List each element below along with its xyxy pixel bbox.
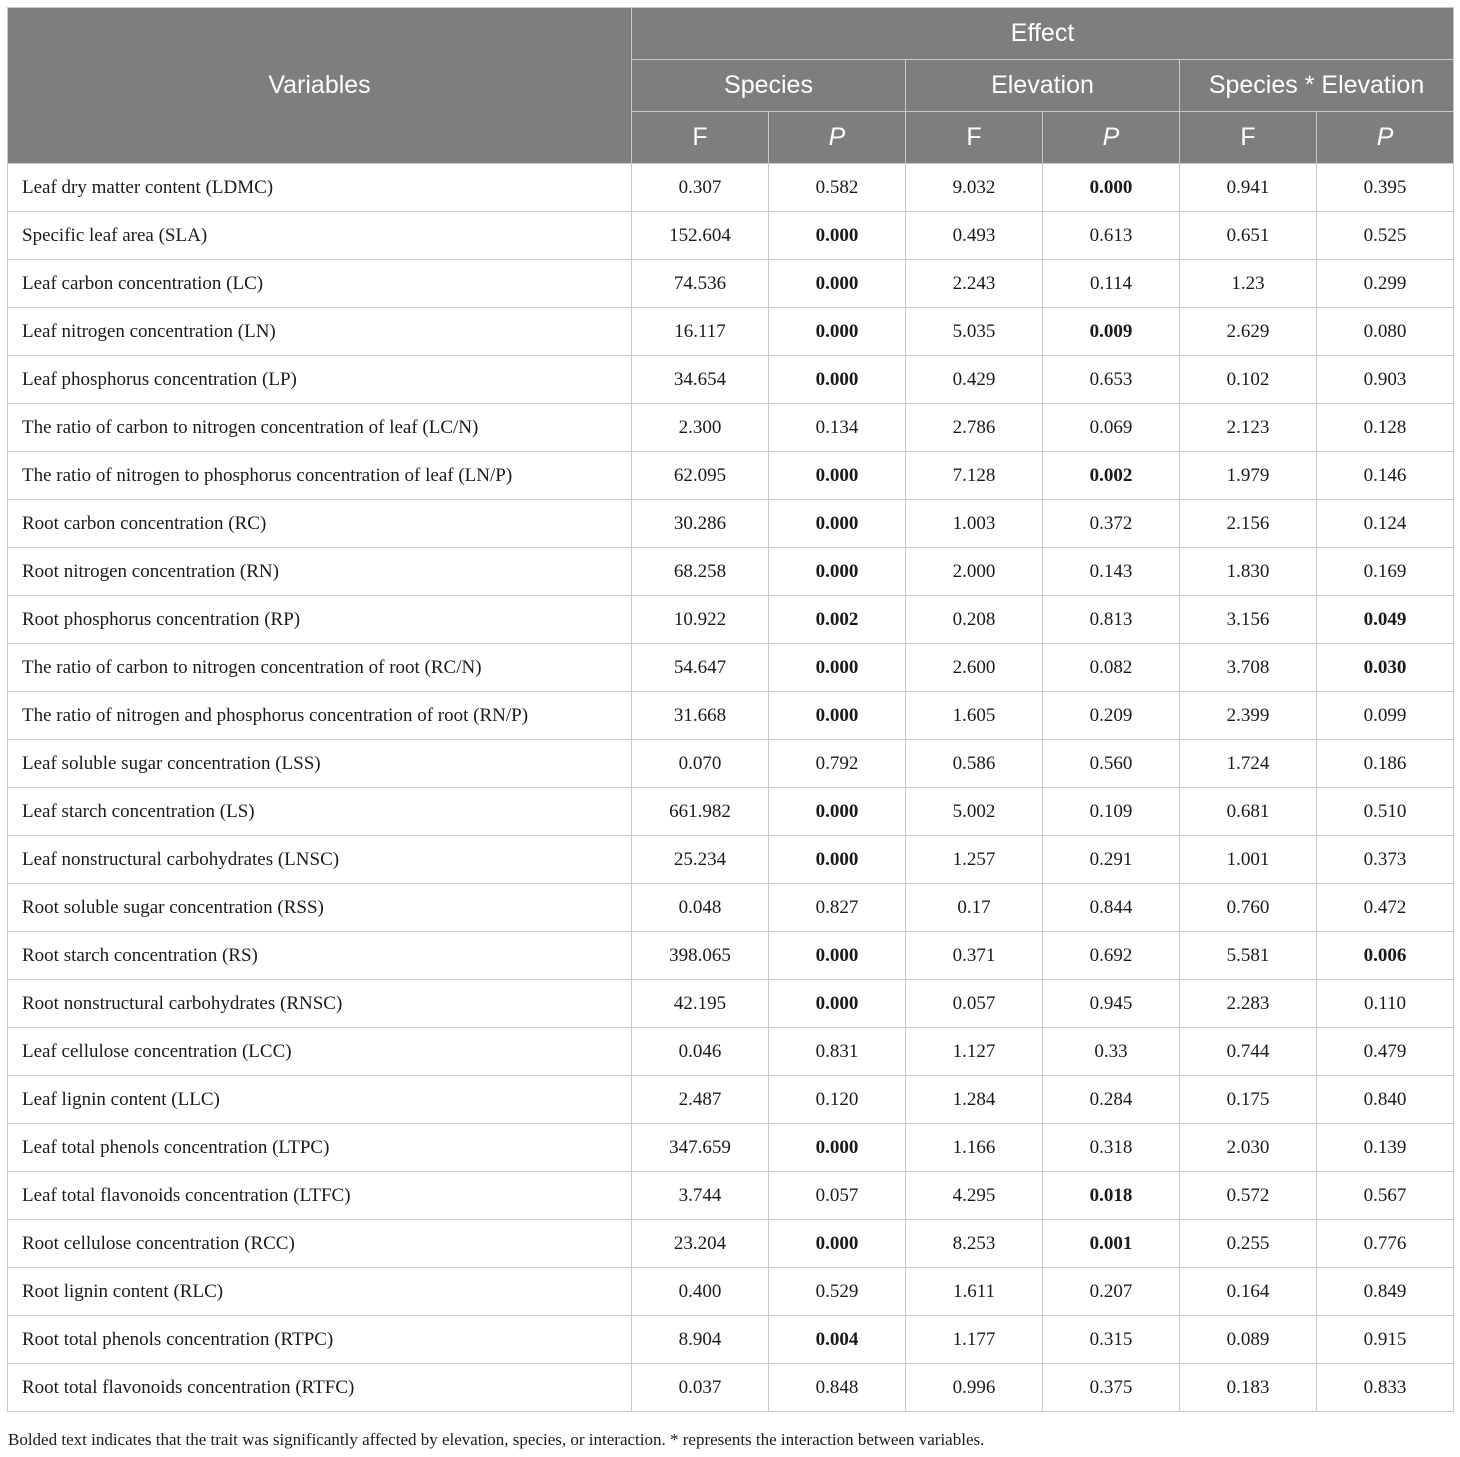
elevation-header: Elevation xyxy=(906,60,1180,112)
species-p-cell: 0.000 xyxy=(769,932,906,980)
species-f-cell: 2.487 xyxy=(632,1076,769,1124)
table-row xyxy=(8,1268,1454,1316)
variable-name-cell: The ratio of carbon to nitrogen concentration of root (RC/N) xyxy=(8,644,632,692)
species-f-cell: 398.065 xyxy=(632,932,769,980)
elevation-f-cell: 0.371 xyxy=(906,932,1043,980)
variable-name-cell: Root phosphorus concentration (RP) xyxy=(8,596,632,644)
interaction-p-cell: 0.472 xyxy=(1317,884,1454,932)
interaction-f-cell: 0.572 xyxy=(1180,1172,1317,1220)
species-p-cell: 0.000 xyxy=(769,1124,906,1172)
elevation-f-cell: 1.166 xyxy=(906,1124,1043,1172)
interaction-p-cell: 0.049 xyxy=(1317,596,1454,644)
interaction-p-cell: 0.146 xyxy=(1317,452,1454,500)
species-p-cell: 0.134 xyxy=(769,404,906,452)
variable-name-cell: Root total flavonoids concentration (RTFC) xyxy=(8,1364,632,1412)
interaction-p-cell: 0.169 xyxy=(1317,548,1454,596)
table-row xyxy=(8,884,1454,932)
interaction-p-cell: 0.006 xyxy=(1317,932,1454,980)
species-f-cell: 0.037 xyxy=(632,1364,769,1412)
species-p-cell: 0.848 xyxy=(769,1364,906,1412)
table-row xyxy=(8,644,1454,692)
elevation-p-cell: 0.945 xyxy=(1043,980,1180,1028)
elevation-f-cell: 0.996 xyxy=(906,1364,1043,1412)
interaction-f-cell: 2.283 xyxy=(1180,980,1317,1028)
interaction-p-cell: 0.567 xyxy=(1317,1172,1454,1220)
interaction-p-cell: 0.395 xyxy=(1317,164,1454,212)
elevation-f-cell: 1.127 xyxy=(906,1028,1043,1076)
species-p-cell: 0.000 xyxy=(769,644,906,692)
interaction-f-cell: 0.183 xyxy=(1180,1364,1317,1412)
interaction-f-cell: 1.724 xyxy=(1180,740,1317,788)
variable-name-cell: Root nonstructural carbohydrates (RNSC) xyxy=(8,980,632,1028)
species-p-cell: 0.827 xyxy=(769,884,906,932)
elevation-p-cell: 0.692 xyxy=(1043,932,1180,980)
table-row xyxy=(8,1028,1454,1076)
interaction-f-cell: 1.979 xyxy=(1180,452,1317,500)
interaction-f-cell: 5.581 xyxy=(1180,932,1317,980)
variable-name-cell: Root total phenols concentration (RTPC) xyxy=(8,1316,632,1364)
elevation-p-cell: 0.315 xyxy=(1043,1316,1180,1364)
interaction-p-cell: 0.849 xyxy=(1317,1268,1454,1316)
table-header xyxy=(8,8,1454,164)
species-f-cell: 2.300 xyxy=(632,404,769,452)
elevation-p-cell: 0.291 xyxy=(1043,836,1180,884)
interaction-header: Species * Elevation xyxy=(1180,60,1454,112)
elevation-f-cell: 1.003 xyxy=(906,500,1043,548)
interaction-p-cell: 0.124 xyxy=(1317,500,1454,548)
elevation-f-cell: 0.586 xyxy=(906,740,1043,788)
variable-name-cell: The ratio of nitrogen and phosphorus concentration of root (RN/P) xyxy=(8,692,632,740)
interaction-p-cell: 0.373 xyxy=(1317,836,1454,884)
species-f-cell: 34.654 xyxy=(632,356,769,404)
species-p-cell: 0.004 xyxy=(769,1316,906,1364)
elevation-f-cell: 0.057 xyxy=(906,980,1043,1028)
elevation-f-cell: 5.035 xyxy=(906,308,1043,356)
elevation-p-cell: 0.002 xyxy=(1043,452,1180,500)
species-p-cell: 0.000 xyxy=(769,980,906,1028)
table-row xyxy=(8,500,1454,548)
species-f-cell: 0.400 xyxy=(632,1268,769,1316)
species-f-cell: 68.258 xyxy=(632,548,769,596)
variable-name-cell: Specific leaf area (SLA) xyxy=(8,212,632,260)
variable-name-cell: Root soluble sugar concentration (RSS) xyxy=(8,884,632,932)
elevation-f-cell: 0.429 xyxy=(906,356,1043,404)
variable-name-cell: Root nitrogen concentration (RN) xyxy=(8,548,632,596)
variable-name-cell: Root cellulose concentration (RCC) xyxy=(8,1220,632,1268)
species-f-cell: 42.195 xyxy=(632,980,769,1028)
variable-name-cell: Root carbon concentration (RC) xyxy=(8,500,632,548)
table-row xyxy=(8,1364,1454,1412)
species-p-cell: 0.792 xyxy=(769,740,906,788)
elevation-p-header: P xyxy=(1043,112,1180,164)
interaction-f-cell: 1.830 xyxy=(1180,548,1317,596)
elevation-f-cell: 0.493 xyxy=(906,212,1043,260)
table-row xyxy=(8,1220,1454,1268)
interaction-p-cell: 0.510 xyxy=(1317,788,1454,836)
variable-name-cell: Leaf total flavonoids concentration (LTFC) xyxy=(8,1172,632,1220)
interaction-p-cell: 0.525 xyxy=(1317,212,1454,260)
elevation-p-cell: 0.018 xyxy=(1043,1172,1180,1220)
results-table-container xyxy=(7,7,1453,1412)
variable-name-cell: Root starch concentration (RS) xyxy=(8,932,632,980)
elevation-p-cell: 0.209 xyxy=(1043,692,1180,740)
species-p-cell: 0.000 xyxy=(769,308,906,356)
elevation-p-cell: 0.560 xyxy=(1043,740,1180,788)
table-row xyxy=(8,692,1454,740)
elevation-p-cell: 0.114 xyxy=(1043,260,1180,308)
table-row xyxy=(8,1124,1454,1172)
interaction-f-cell: 2.156 xyxy=(1180,500,1317,548)
elevation-f-cell: 0.208 xyxy=(906,596,1043,644)
interaction-f-cell: 1.001 xyxy=(1180,836,1317,884)
interaction-p-cell: 0.080 xyxy=(1317,308,1454,356)
effect-header: Effect xyxy=(632,8,1454,60)
table-row xyxy=(8,932,1454,980)
species-f-cell: 0.046 xyxy=(632,1028,769,1076)
interaction-f-cell: 2.030 xyxy=(1180,1124,1317,1172)
species-f-cell: 0.070 xyxy=(632,740,769,788)
interaction-p-cell: 0.299 xyxy=(1317,260,1454,308)
species-header: Species xyxy=(632,60,906,112)
elevation-f-cell: 2.243 xyxy=(906,260,1043,308)
interaction-p-cell: 0.833 xyxy=(1317,1364,1454,1412)
interaction-f-cell: 0.255 xyxy=(1180,1220,1317,1268)
interaction-p-cell: 0.128 xyxy=(1317,404,1454,452)
species-p-cell: 0.000 xyxy=(769,260,906,308)
elevation-f-cell: 1.177 xyxy=(906,1316,1043,1364)
species-f-cell: 347.659 xyxy=(632,1124,769,1172)
table-row xyxy=(8,404,1454,452)
variable-name-cell: Leaf carbon concentration (LC) xyxy=(8,260,632,308)
elevation-f-cell: 2.000 xyxy=(906,548,1043,596)
species-f-cell: 10.922 xyxy=(632,596,769,644)
species-p-cell: 0.000 xyxy=(769,788,906,836)
species-f-cell: 8.904 xyxy=(632,1316,769,1364)
elevation-f-cell: 1.284 xyxy=(906,1076,1043,1124)
species-p-cell: 0.000 xyxy=(769,500,906,548)
species-p-cell: 0.000 xyxy=(769,356,906,404)
elevation-p-cell: 0.318 xyxy=(1043,1124,1180,1172)
species-p-cell: 0.000 xyxy=(769,836,906,884)
elevation-f-cell: 5.002 xyxy=(906,788,1043,836)
variable-name-cell: Leaf lignin content (LLC) xyxy=(8,1076,632,1124)
interaction-f-header: F xyxy=(1180,112,1317,164)
species-p-cell: 0.000 xyxy=(769,548,906,596)
table-body xyxy=(8,164,1454,1412)
species-p-cell: 0.000 xyxy=(769,212,906,260)
interaction-f-cell: 0.102 xyxy=(1180,356,1317,404)
elevation-f-cell: 8.253 xyxy=(906,1220,1043,1268)
elevation-p-cell: 0.653 xyxy=(1043,356,1180,404)
variable-name-cell: Leaf soluble sugar concentration (LSS) xyxy=(8,740,632,788)
variable-name-cell: Leaf dry matter content (LDMC) xyxy=(8,164,632,212)
species-p-cell: 0.057 xyxy=(769,1172,906,1220)
variable-name-cell: Leaf nonstructural carbohydrates (LNSC) xyxy=(8,836,632,884)
elevation-p-cell: 0.069 xyxy=(1043,404,1180,452)
species-p-cell: 0.000 xyxy=(769,692,906,740)
variable-name-cell: The ratio of carbon to nitrogen concentration of leaf (LC/N) xyxy=(8,404,632,452)
species-p-cell: 0.000 xyxy=(769,1220,906,1268)
elevation-p-cell: 0.33 xyxy=(1043,1028,1180,1076)
species-f-cell: 30.286 xyxy=(632,500,769,548)
interaction-p-cell: 0.186 xyxy=(1317,740,1454,788)
variable-name-cell: Leaf phosphorus concentration (LP) xyxy=(8,356,632,404)
table-row xyxy=(8,1316,1454,1364)
table-row xyxy=(8,260,1454,308)
species-f-cell: 16.117 xyxy=(632,308,769,356)
variable-name-cell: Leaf starch concentration (LS) xyxy=(8,788,632,836)
species-f-cell: 74.536 xyxy=(632,260,769,308)
species-p-cell: 0.000 xyxy=(769,452,906,500)
variable-name-cell: Root lignin content (RLC) xyxy=(8,1268,632,1316)
elevation-f-header: F xyxy=(906,112,1043,164)
interaction-p-header: P xyxy=(1317,112,1454,164)
interaction-p-cell: 0.840 xyxy=(1317,1076,1454,1124)
elevation-p-cell: 0.372 xyxy=(1043,500,1180,548)
species-f-cell: 661.982 xyxy=(632,788,769,836)
elevation-p-cell: 0.082 xyxy=(1043,644,1180,692)
interaction-f-cell: 0.089 xyxy=(1180,1316,1317,1364)
interaction-f-cell: 3.708 xyxy=(1180,644,1317,692)
interaction-f-cell: 0.681 xyxy=(1180,788,1317,836)
table-row xyxy=(8,548,1454,596)
species-f-cell: 3.744 xyxy=(632,1172,769,1220)
table-row xyxy=(8,740,1454,788)
elevation-p-cell: 0.109 xyxy=(1043,788,1180,836)
table-row xyxy=(8,980,1454,1028)
table-row xyxy=(8,596,1454,644)
elevation-p-cell: 0.613 xyxy=(1043,212,1180,260)
interaction-p-cell: 0.030 xyxy=(1317,644,1454,692)
anova-results-table xyxy=(7,7,1454,1412)
interaction-f-cell: 1.23 xyxy=(1180,260,1317,308)
interaction-p-cell: 0.915 xyxy=(1317,1316,1454,1364)
table-row xyxy=(8,308,1454,356)
species-p-cell: 0.002 xyxy=(769,596,906,644)
table-row xyxy=(8,452,1454,500)
elevation-f-cell: 1.257 xyxy=(906,836,1043,884)
species-f-cell: 0.048 xyxy=(632,884,769,932)
species-p-cell: 0.120 xyxy=(769,1076,906,1124)
table-row xyxy=(8,836,1454,884)
interaction-f-cell: 0.164 xyxy=(1180,1268,1317,1316)
interaction-f-cell: 0.760 xyxy=(1180,884,1317,932)
interaction-f-cell: 0.744 xyxy=(1180,1028,1317,1076)
interaction-f-cell: 2.123 xyxy=(1180,404,1317,452)
elevation-f-cell: 2.786 xyxy=(906,404,1043,452)
elevation-f-cell: 0.17 xyxy=(906,884,1043,932)
elevation-f-cell: 4.295 xyxy=(906,1172,1043,1220)
elevation-p-cell: 0.284 xyxy=(1043,1076,1180,1124)
species-f-cell: 62.095 xyxy=(632,452,769,500)
variables-header: Variables xyxy=(8,8,632,164)
species-p-cell: 0.582 xyxy=(769,164,906,212)
table-row xyxy=(8,1076,1454,1124)
table-row xyxy=(8,1172,1454,1220)
species-p-header: P xyxy=(769,112,906,164)
elevation-f-cell: 1.605 xyxy=(906,692,1043,740)
table-row xyxy=(8,356,1454,404)
elevation-f-cell: 2.600 xyxy=(906,644,1043,692)
elevation-f-cell: 7.128 xyxy=(906,452,1043,500)
species-f-cell: 25.234 xyxy=(632,836,769,884)
interaction-f-cell: 2.399 xyxy=(1180,692,1317,740)
species-f-cell: 31.668 xyxy=(632,692,769,740)
table-footnote: Bolded text indicates that the trait was significantly affected by elevation, species, or interaction. * represents the interaction between variables. xyxy=(8,1430,985,1449)
interaction-f-cell: 0.175 xyxy=(1180,1076,1317,1124)
elevation-p-cell: 0.844 xyxy=(1043,884,1180,932)
elevation-p-cell: 0.000 xyxy=(1043,164,1180,212)
variable-name-cell: Leaf nitrogen concentration (LN) xyxy=(8,308,632,356)
elevation-p-cell: 0.813 xyxy=(1043,596,1180,644)
elevation-p-cell: 0.009 xyxy=(1043,308,1180,356)
interaction-f-cell: 3.156 xyxy=(1180,596,1317,644)
elevation-p-cell: 0.143 xyxy=(1043,548,1180,596)
species-p-cell: 0.831 xyxy=(769,1028,906,1076)
elevation-f-cell: 1.611 xyxy=(906,1268,1043,1316)
species-f-header: F xyxy=(632,112,769,164)
table-row xyxy=(8,164,1454,212)
variable-name-cell: Leaf cellulose concentration (LCC) xyxy=(8,1028,632,1076)
interaction-p-cell: 0.479 xyxy=(1317,1028,1454,1076)
table-row xyxy=(8,788,1454,836)
interaction-p-cell: 0.903 xyxy=(1317,356,1454,404)
species-f-cell: 54.647 xyxy=(632,644,769,692)
interaction-p-cell: 0.110 xyxy=(1317,980,1454,1028)
interaction-p-cell: 0.776 xyxy=(1317,1220,1454,1268)
species-f-cell: 23.204 xyxy=(632,1220,769,1268)
elevation-p-cell: 0.375 xyxy=(1043,1364,1180,1412)
species-f-cell: 0.307 xyxy=(632,164,769,212)
elevation-f-cell: 9.032 xyxy=(906,164,1043,212)
species-p-cell: 0.529 xyxy=(769,1268,906,1316)
interaction-p-cell: 0.139 xyxy=(1317,1124,1454,1172)
interaction-p-cell: 0.099 xyxy=(1317,692,1454,740)
elevation-p-cell: 0.001 xyxy=(1043,1220,1180,1268)
species-f-cell: 152.604 xyxy=(632,212,769,260)
interaction-f-cell: 2.629 xyxy=(1180,308,1317,356)
variable-name-cell: The ratio of nitrogen to phosphorus concentration of leaf (LN/P) xyxy=(8,452,632,500)
table-row xyxy=(8,212,1454,260)
interaction-f-cell: 0.651 xyxy=(1180,212,1317,260)
variable-name-cell: Leaf total phenols concentration (LTPC) xyxy=(8,1124,632,1172)
elevation-p-cell: 0.207 xyxy=(1043,1268,1180,1316)
interaction-f-cell: 0.941 xyxy=(1180,164,1317,212)
